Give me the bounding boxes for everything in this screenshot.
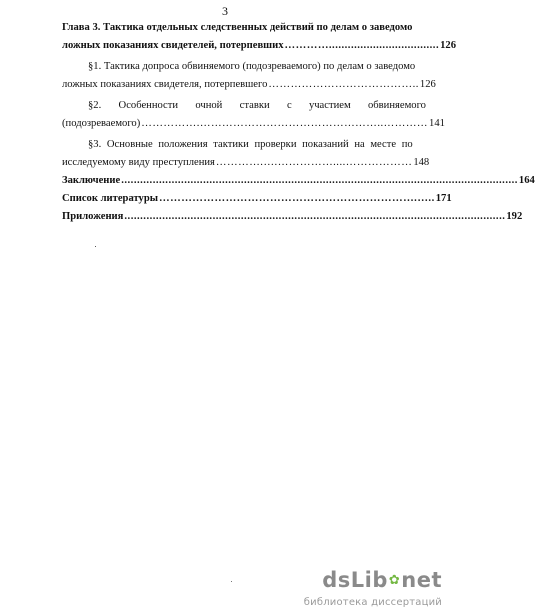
toc-entry-leader-line [62,208,523,226]
watermark-brand-right: net [401,568,442,592]
toc-entry-leader-line [62,154,430,172]
toc-leader-dots: ………….….……………....……………… [215,157,413,168]
toc-entry-chapter-3[interactable] [62,19,456,55]
watermark-logo [322,568,442,592]
toc-word: §2. [88,100,102,111]
toc-entry-title-cont: ложных показаниях свидетелей, потерпевших [62,40,284,51]
toc-entry-section-1[interactable] [62,58,436,94]
toc-leader-dots: ......................................................................................................................... [124,211,506,222]
toc-entry-title-line: §3. Основные положения тактики проверки показаний на месте по [88,139,413,150]
toc-leader-dots: .............................................................................................................................. [121,175,518,186]
toc-entry-appendices[interactable] [62,208,523,226]
toc-leader-dots: …………….…………………………………………..………… [141,118,429,129]
toc-entry-leader-line [62,190,452,208]
toc-entry-conclusion[interactable] [62,172,535,190]
toc-word: обвиняемого [367,100,426,111]
toc-entry-leader-line [62,172,535,190]
toc-entry-title-cont: ложных показаниях свидетеля, потерпевшего [62,79,268,90]
toc-entry-title: Заключение [62,175,121,186]
toc-entry-leader-line [62,37,456,55]
toc-page-number: 126 [419,79,436,90]
toc-entry-title-line: Глава 3. Тактика отдельных следственных действий по делам о заведомо [62,22,413,33]
dslib-watermark [300,568,442,608]
watermark-brand-left: dsLib [322,568,388,592]
toc-entry-title-line [62,97,426,115]
toc-entry-title-cont: (подозреваемого) [62,118,141,129]
watermark-subtitle: библиотека диссертаций [303,597,442,608]
toc-entry-title: Приложения [62,211,124,222]
toc-page-number: 141 [429,118,445,129]
toc-entry-leader-line [62,76,436,94]
toc-page-number: 164 [518,175,535,186]
table-of-contents [62,19,535,226]
toc-page-number: 148 [413,157,430,168]
toc-leader-dots: ………………………………….. [268,79,419,90]
toc-leader-dots: …………………………………………………………….….. [159,193,435,204]
toc-page-number: 126 [440,40,456,51]
toc-entry-title-line: §1. Тактика допроса обвиняемого (подозреваемого) по делам о заведомо [88,61,416,72]
scan-speck [231,581,232,582]
toc-entry-title: Список литературы [62,193,159,204]
scan-speck [95,246,96,247]
page-number: 3 [222,4,228,18]
toc-word: ставки [239,100,270,111]
toc-page-number: 192 [506,211,523,222]
toc-word: очной [195,100,223,111]
toc-entry-references[interactable] [62,190,452,208]
toc-entry-section-3[interactable] [62,136,430,172]
toc-word: участием [308,100,351,111]
toc-word: с [286,100,292,111]
toc-leader-dots: …………................................... [284,40,440,51]
toc-entry-leader-line [62,115,445,133]
toc-entry-title-cont: исследуемому виду преступления [62,157,215,168]
toc-entry-section-2[interactable] [62,97,445,133]
leaf-icon: ✿ [388,572,401,588]
toc-page-number: 171 [435,193,452,204]
toc-word: Особенности [118,100,179,111]
